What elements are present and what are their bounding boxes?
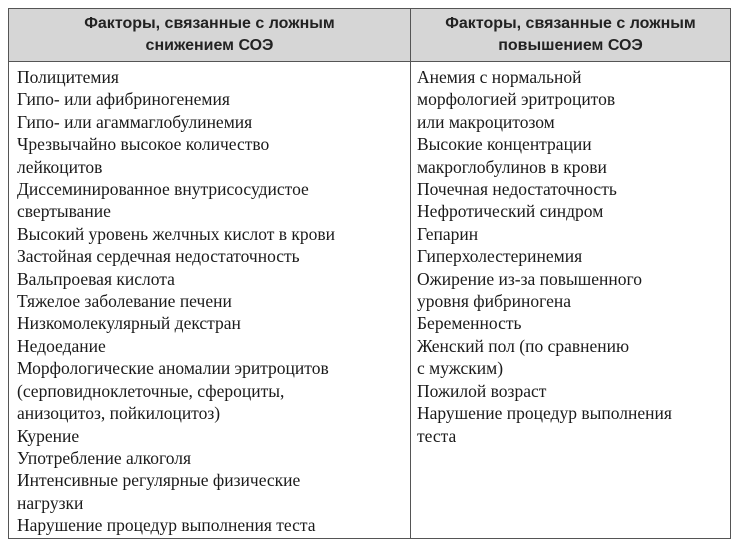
increase-factor-item: Высокие концентрации макроглобулинов в крови — [417, 134, 607, 177]
increase-factor-item: Пожилой возраст — [417, 380, 547, 401]
decrease-factor-item: Чрезвычайно высокое количество лейкоцитов — [17, 134, 270, 177]
increase-factor-item: Нефротический синдром — [417, 201, 604, 222]
increase-factor-item: Почечная недостаточность — [417, 179, 617, 200]
decrease-factor-item: Высокий уровень желчных кислот в крови — [17, 223, 336, 244]
decrease-factor-item: Тяжелое заболевание печени — [17, 291, 232, 312]
list-false-increase-factors — [417, 66, 729, 447]
decrease-factor-item: Низкомолекулярный декстран — [17, 313, 241, 334]
increase-factor-item: Гепарин — [417, 223, 479, 244]
decrease-factor-item: Диссеминированное внутрисосудистое свертывание — [17, 179, 309, 222]
decrease-factor-item: Курение — [17, 425, 80, 446]
decrease-factor-item: Вальпроевая кислота — [17, 268, 175, 289]
decrease-factor-item: Употребление алкоголя — [17, 447, 192, 468]
list-false-decrease-factors — [17, 66, 407, 537]
increase-factor-item: Анемия с нормальной морфологией эритроцитов или макроцитозом — [417, 67, 616, 132]
decrease-factor-item: Морфологические аномалии эритроцитов (серповидноклеточные, сфероциты, анизоцитоз, пойкилоцитоз) — [17, 358, 329, 424]
increase-factor-item: Гиперхолестеринемия — [417, 246, 583, 267]
decrease-factor-item: Гипо- или афибриногенемия — [17, 89, 230, 110]
increase-factor-item: Беременность — [417, 313, 522, 334]
increase-factor-item: Нарушение процедур выполнения теста — [417, 403, 672, 446]
column-divider — [410, 9, 411, 538]
decrease-factor-item: Интенсивные регулярные физические нагрузки — [17, 470, 301, 513]
decrease-factor-item: Недоедание — [17, 335, 106, 356]
decrease-factor-item: Полицитемия — [17, 67, 119, 87]
increase-factor-item: Женский пол (по сравнению с мужским) — [417, 335, 630, 379]
header-false-decrease: Факторы, связанные с ложным снижением СОЭ — [84, 15, 335, 54]
decrease-factor-item: Застойная сердечная недостаточность — [17, 246, 300, 267]
decrease-factor-item: Гипо- или агаммаглобулинемия — [17, 111, 253, 132]
decrease-factor-item: Нарушение процедур выполнения теста — [17, 515, 316, 536]
esr-factors-table — [8, 8, 731, 539]
increase-factor-item: Ожирение из-за повышенного уровня фибриногена — [417, 268, 642, 312]
header-false-increase: Факторы, связанные с ложным повышением СОЭ — [445, 15, 696, 54]
